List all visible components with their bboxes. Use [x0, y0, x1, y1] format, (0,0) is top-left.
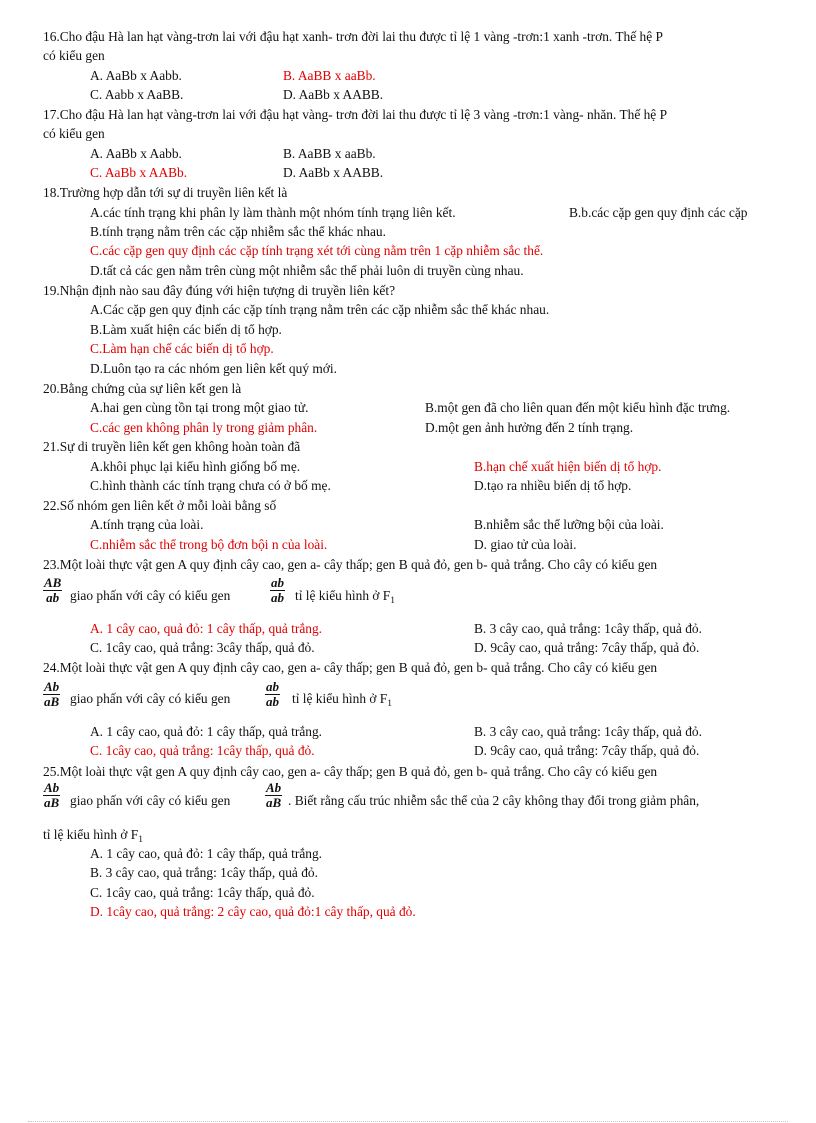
- q23-option-a-correct: A. 1 cây cao, quả đỏ: 1 cây thấp, quả trắng.: [90, 621, 323, 636]
- question-25-stem-end-text: tỉ lệ kiểu hình ở F: [43, 827, 139, 842]
- genotype-fraction: [265, 680, 280, 709]
- q19-option-a: A.Các cặp gen quy định các cặp tính trạng nằm trên các cặp nhiễm sắc thể khác nhau.: [90, 302, 550, 317]
- fraction-numerator: Ab: [266, 780, 282, 795]
- q25-option-a: A. 1 cây cao, quả đỏ: 1 cây thấp, quả trắng.: [90, 846, 323, 861]
- genotype-fraction: [43, 576, 62, 605]
- fraction-numerator: ab: [271, 575, 284, 590]
- q22-option-a: A.tính trạng của loài.: [90, 517, 204, 532]
- fraction-denominator: aB: [44, 694, 60, 709]
- fraction-numerator: ab: [266, 679, 279, 694]
- question-16-stem: 16.Cho đậu Hà lan hạt vàng-trơn lai với đậu hạt xanh- trơn đời lai thu được tỉ lệ 1 vàng -trơn:1 xanh -trơn. Thế hệ P: [43, 29, 663, 44]
- genotype-fraction: [43, 680, 60, 709]
- q25-option-d-correct: D. 1cây cao, quả trắng: 2 cây cao, quả đỏ:1 cây thấp, quả đỏ.: [90, 904, 416, 919]
- q18-option-c-correct: C.các cặp gen quy định các cặp tính trạng xét tới cùng nằm trên 1 cặp nhiễm sắc thể.: [90, 243, 544, 258]
- q20-option-b: B.một gen đã cho liên quan đến một kiểu hình đặc trưng.: [425, 400, 731, 415]
- subscript: 1: [138, 835, 143, 845]
- question-25-tail: . Biết rằng cấu trúc nhiễm sắc thể của 2 cây không thay đổi trong giảm phân,: [288, 793, 700, 808]
- q19-option-c-correct: C.Làm hạn chế các biến dị tổ hợp.: [90, 341, 274, 356]
- fraction-numerator: Ab: [44, 679, 60, 694]
- question-23-tail-text: tỉ lệ kiểu hình ở F: [295, 588, 391, 603]
- question-22-stem: 22.Số nhóm gen liên kết ở mỗi loài bằng số: [43, 498, 277, 513]
- question-24-tail: [292, 690, 392, 713]
- question-16-stem-cont: có kiểu gen: [43, 48, 105, 63]
- q24-option-b: B. 3 cây cao, quả trắng: 1cây thấp, quả đỏ.: [474, 724, 702, 739]
- q22-option-c-correct: C.nhiễm sắc thể trong bộ đơn bội n của loài.: [90, 537, 328, 552]
- q17-option-b: B. AaBB x aaBb.: [283, 146, 376, 161]
- question-24-tail-text: tỉ lệ kiểu hình ở F: [292, 691, 388, 706]
- fraction-numerator: Ab: [44, 780, 60, 795]
- fraction-denominator: ab: [271, 590, 284, 605]
- q23-option-b: B. 3 cây cao, quả trắng: 1cây thấp, quả đỏ.: [474, 621, 702, 636]
- genotype-fraction: [270, 576, 285, 605]
- q20-option-d: D.một gen ảnh hưởng đến 2 tính trạng.: [425, 420, 634, 435]
- fraction-numerator: AB: [44, 575, 62, 590]
- fraction-denominator: aB: [266, 795, 282, 810]
- q18-option-b-start: B.b.các cặp gen quy định các cặp: [569, 205, 748, 220]
- question-23-stem: 23.Một loài thực vật gen A quy định cây cao, gen a- cây thấp; gen B quả đỏ, gen b- quả trắng. Cho cây có kiểu gen: [43, 557, 658, 572]
- question-25-stem: 25.Một loài thực vật gen A quy định cây cao, gen a- cây thấp; gen B quả đỏ, gen b- quả trắng. Cho cây có kiểu gen: [43, 764, 658, 779]
- q18-option-b: B.tính trạng nằm trên các cặp nhiễm sắc thể khác nhau.: [90, 224, 386, 239]
- q17-option-c-correct: C. AaBb x AABb.: [90, 165, 188, 180]
- question-20-stem: 20.Bằng chứng của sự liên kết gen là: [43, 381, 242, 396]
- q18-option-a: A.các tính trạng khi phân ly làm thành một nhóm tính trạng liên kết.: [90, 205, 456, 220]
- question-19-stem: 19.Nhận định nào sau đây đúng với hiện tượng di truyền liên kết?: [43, 283, 396, 298]
- q16-option-a: A. AaBb x Aabb.: [90, 68, 182, 83]
- fraction-denominator: ab: [266, 694, 279, 709]
- question-17-stem-cont: có kiểu gen: [43, 126, 105, 141]
- fraction-denominator: aB: [44, 795, 60, 810]
- q17-option-a: A. AaBb x Aabb.: [90, 146, 182, 161]
- subscript: 1: [390, 596, 395, 606]
- q22-option-d: D. giao tử của loài.: [474, 537, 577, 552]
- page-bottom-divider: [28, 1121, 788, 1122]
- q21-option-a: A.khôi phục lại kiểu hình giống bố mẹ.: [90, 459, 301, 474]
- q24-option-a: A. 1 cây cao, quả đỏ: 1 cây thấp, quả trắng.: [90, 724, 323, 739]
- q16-option-d: D. AaBb x AABB.: [283, 87, 384, 102]
- question-24-mid: giao phấn với cây có kiểu gen: [70, 691, 231, 706]
- q23-option-d: D. 9cây cao, quả trắng: 7cây thấp, quả đỏ.: [474, 640, 700, 655]
- q20-option-c-correct: C.các gen không phân ly trong giảm phân.: [90, 420, 318, 435]
- q23-option-c: C. 1cây cao, quả trắng: 3cây thấp, quả đỏ.: [90, 640, 315, 655]
- q19-option-d: D.Luôn tạo ra các nhóm gen liên kết quý mới.: [90, 361, 337, 376]
- q25-option-c: C. 1cây cao, quả trắng: 1cây thấp, quả đỏ.: [90, 885, 315, 900]
- q16-option-b-correct: B. AaBB x aaBb.: [283, 68, 376, 83]
- q22-option-b: B.nhiễm sắc thể lưỡng bội của loài.: [474, 517, 664, 532]
- question-17-stem: 17.Cho đậu Hà lan hạt vàng-trơn lai với đậu hạt vàng- trơn đời lai thu được tỉ lệ 3 vàng -trơn:1 vàng- nhăn. Thế hệ P: [43, 107, 668, 122]
- q25-option-b: B. 3 cây cao, quả trắng: 1cây thấp, quả đỏ.: [90, 865, 318, 880]
- q21-option-c: C.hình thành các tính trạng chưa có ở bố mẹ.: [90, 478, 331, 493]
- q24-option-c-correct: C. 1cây cao, quả trắng: 1cây thấp, quả đỏ.: [90, 743, 315, 758]
- question-18-stem: 18.Trường hợp dẫn tới sự di truyền liên kết là: [43, 185, 288, 200]
- question-23-mid: giao phấn với cây có kiểu gen: [70, 588, 231, 603]
- q21-option-b-correct: B.hạn chế xuất hiện biến dị tổ hợp.: [474, 459, 662, 474]
- q16-option-c: C. Aabb x AaBB.: [90, 87, 184, 102]
- q24-option-d: D. 9cây cao, quả trắng: 7cây thấp, quả đỏ.: [474, 743, 700, 758]
- question-25-mid: giao phấn với cây có kiểu gen: [70, 793, 231, 808]
- question-24-stem: 24.Một loài thực vật gen A quy định cây cao, gen a- cây thấp; gen B quả đỏ, gen b- quả trắng. Cho cây có kiểu gen: [43, 660, 658, 675]
- q19-option-b: B.Làm xuất hiện các biến dị tổ hợp.: [90, 322, 282, 337]
- fraction-denominator: ab: [46, 590, 60, 605]
- q20-option-a: A.hai gen cùng tồn tại trong một giao tử.: [90, 400, 309, 415]
- question-21-stem: 21.Sự di truyền liên kết gen không hoàn toàn đã: [43, 439, 301, 454]
- genotype-fraction: [265, 781, 282, 810]
- subscript: 1: [387, 699, 392, 709]
- genotype-fraction: [43, 781, 60, 810]
- q21-option-d: D.tạo ra nhiều biến dị tổ hợp.: [474, 478, 632, 493]
- q17-option-d: D. AaBb x AABB.: [283, 165, 384, 180]
- question-23-tail: [295, 587, 395, 610]
- q18-option-d: D.tất cả các gen nằm trên cùng một nhiễm sắc thể phải luôn di truyền cùng nhau.: [90, 263, 524, 278]
